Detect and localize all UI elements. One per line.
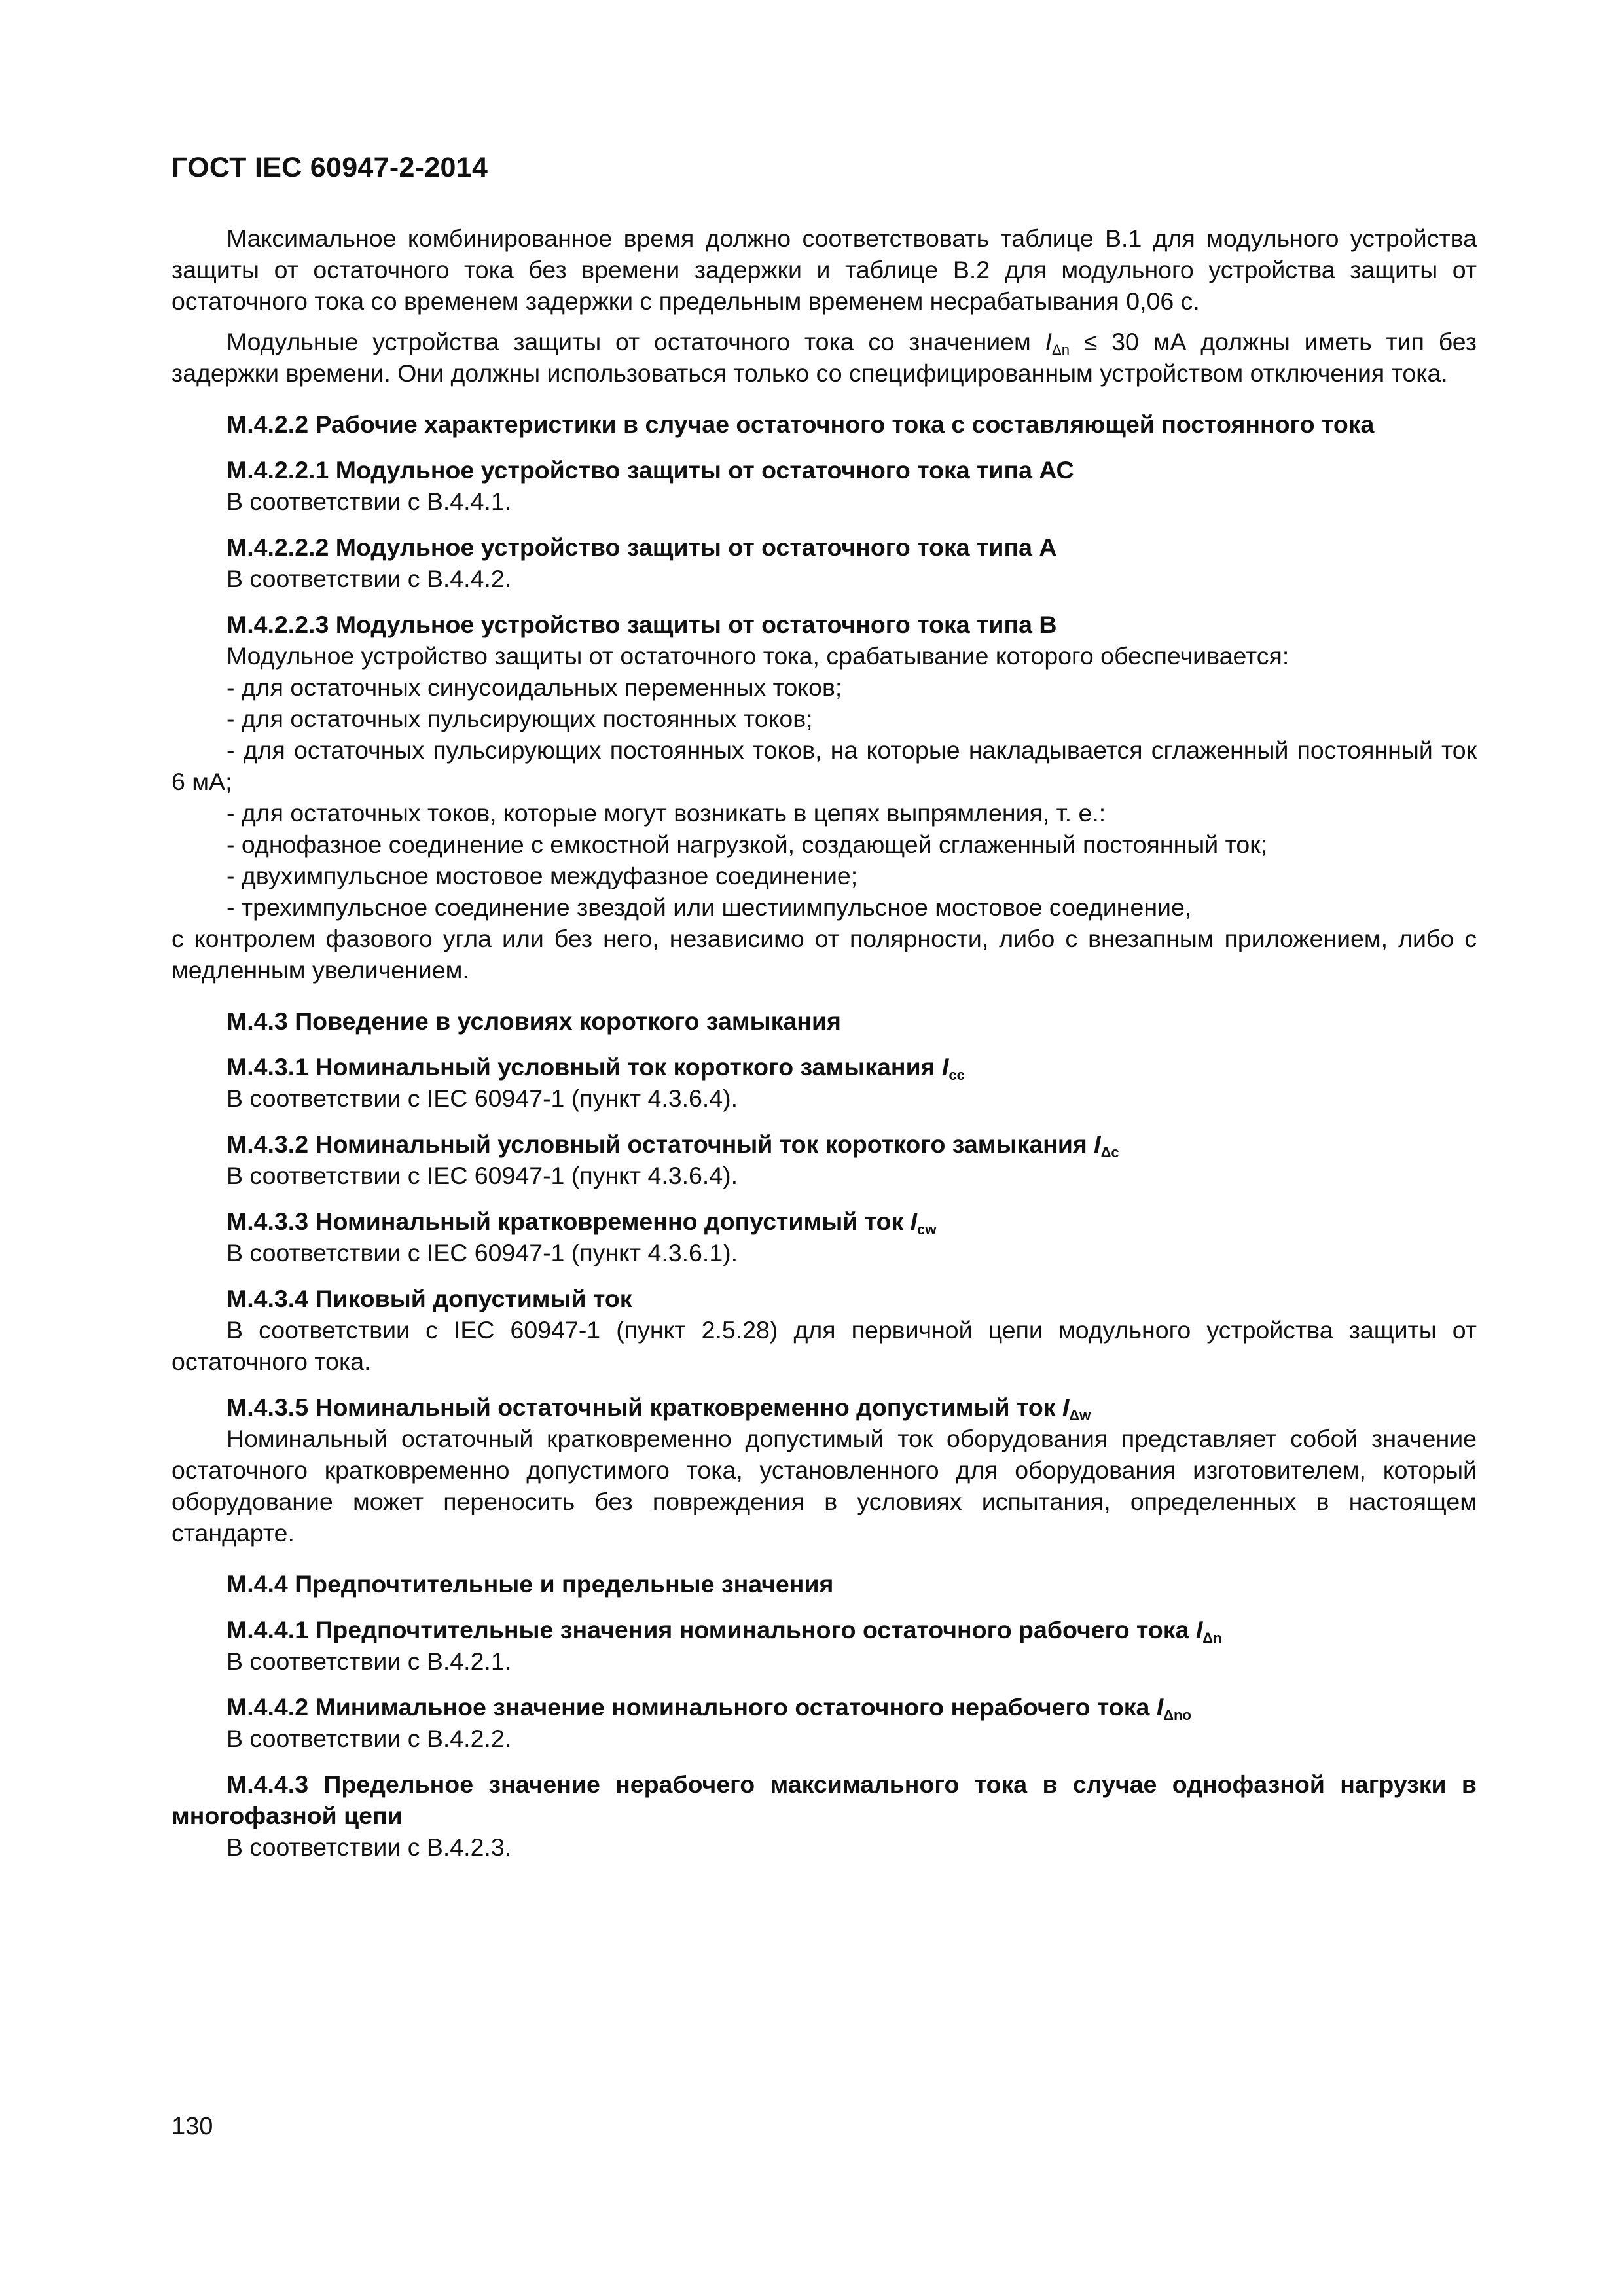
page-number: 130 [171,2113,213,2140]
text-m4-3-1: В соответствии с IEC 60947-1 (пункт 4.3.6.4). [226,1085,738,1112]
heading-m4-4: M.4.4 Предпочтительные и предельные значения [226,1570,834,1598]
heading-m4-2-2: M.4.2.2 Рабочие характеристики в случае остаточного тока с составляющей постоянного тока [226,410,1375,438]
heading-m4-2-2-3: M.4.2.2.3 Модульное устройство защиты от остаточного тока типа В [226,611,1057,638]
list-item: - для остаточных токов, которые могут возникать в цепях выпрямления, т. е.: [226,799,1106,827]
text-m4-2-2-3: Модульное устройство защиты от остаточного тока, срабатывание которого обеспечивается: [226,642,1290,670]
heading-m4-3-5: M.4.3.5 Номинальный остаточный кратковременно допустимый ток $I_{\Delta w}$ [226,1393,1091,1424]
list-item: - двухимпульсное мостовое междуфазное соединение; [226,862,858,889]
list-item: - для остаточных пульсирующих постоянных токов; [226,705,813,732]
document-body [171,223,1477,1863]
heading-m4-3: M.4.3 Поведение в условиях короткого замыкания [226,1007,841,1035]
current-subscript: Δc [1100,1144,1119,1160]
current-subscript: Δw [1069,1407,1091,1424]
text-m4-3-4: В соответствии с IEC 60947-1 (пункт 2.5.28) для первичной цепи модульного устройства защиты от остаточного тока. [171,1316,1477,1375]
list-item: - для остаточных пульсирующих постоянных токов, на которые накладывается сглаженный постоянный ток 6 мА; [171,736,1477,795]
text-m4-2-2-1: В соответствии с B.4.4.1. [226,488,512,515]
paragraph-30ma-devices: Модульные устройства защиты от остаточного тока со значением $I_{\Delta n} \le 30$ мА должны иметь тип без задержки времени. Они должны использоваться только со специфицированным устройством отключения тока. [171,328,1477,387]
current-subscript: cc [948,1067,965,1083]
text-m4-4-3: В соответствии с B.4.2.3. [226,1833,512,1861]
current-symbol: I [1156,1693,1164,1721]
heading-m4-4-3: M.4.4.3 Предельное значение нерабочего максимального тока в случае однофазной нагрузки в многофазной цепи [171,1770,1477,1829]
list-item: - для остаточных синусоидальных переменных токов; [226,673,842,701]
current-symbol: I [910,1208,918,1235]
current-symbol: I [1045,328,1053,355]
text-m4-2-2-2: В соответствии с B.4.4.2. [226,565,512,592]
text-m4-4-1: В соответствии с B.4.2.1. [226,1647,512,1675]
text-m4-3-5: Номинальный остаточный кратковременно допустимый ток оборудования представляет собой значение остаточного кратковременно допустимого тока, установленного для оборудования изготовителем, который оборудование может переносить без повреждения в условиях испытания, определенных в настоящем стандарте. [171,1425,1477,1547]
current-subscript: Δno [1163,1707,1191,1723]
current-symbol: I [1094,1130,1101,1158]
heading-m4-3-4: M.4.3.4 Пиковый допустимый ток [226,1285,632,1312]
current-symbol: I [941,1053,949,1081]
text-m4-3-3: В соответствии с IEC 60947-1 (пункт 4.3.6.1). [226,1239,738,1266]
list-item: - трехимпульсное соединение звездой или шестиимпульсное мостовое соединение, [226,893,1192,921]
list-item: - однофазное соединение с емкостной нагрузкой, создающей сглаженный постоянный ток; [226,831,1268,858]
text-m4-3-2: В соответствии с IEC 60947-1 (пункт 4.3.6.4). [226,1162,738,1189]
current-subscript: Δn [1202,1630,1222,1646]
heading-m4-3-3: M.4.3.3 Номинальный кратковременно допустимый ток $I_{cw}$ [226,1208,937,1238]
list-tail-text: с контролем фазового угла или без него, независимо от полярности, либо с внезапным приложением, либо с медленным увеличением. [171,925,1477,984]
heading-m4-4-2: M.4.4.2 Минимальное значение номинального остаточного нерабочего тока $I_{\Delta no}$ [226,1693,1191,1723]
current-symbol: I [1062,1393,1070,1421]
paragraph-max-time: Максимальное комбинированное время должно соответствовать таблице B.1 для модульного устройства защиты от остаточного тока без времени задержки и таблице B.2 для модульного устройства защиты от остаточного тока со временем задержки с предельным временем несрабатывания 0,06 с. [171,224,1477,315]
heading-m4-2-2-1: M.4.2.2.1 Модульное устройство защиты от остаточного тока типа АС [226,456,1074,484]
current-symbol: I [1195,1616,1203,1643]
current-subscript: Δn [1052,342,1070,358]
text-m4-4-2: В соответствии с B.4.2.2. [226,1725,512,1752]
heading-m4-3-2: M.4.3.2 Номинальный условный остаточный ток короткого замыкания $I_{\Delta c}$ [226,1130,1119,1160]
document-header: ГОСТ IEC 60947-2-2014 [171,152,488,183]
heading-m4-3-1: M.4.3.1 Номинальный условный ток короткого замыкания $I_{cc}$ [226,1053,965,1083]
heading-m4-4-1: M.4.4.1 Предпочтительные значения номинального остаточного рабочего тока $I_{\Delta n}$ [226,1616,1222,1646]
current-subscript: cw [917,1221,937,1238]
heading-m4-2-2-2: M.4.2.2.2 Модульное устройство защиты от остаточного тока типа А [226,533,1057,561]
